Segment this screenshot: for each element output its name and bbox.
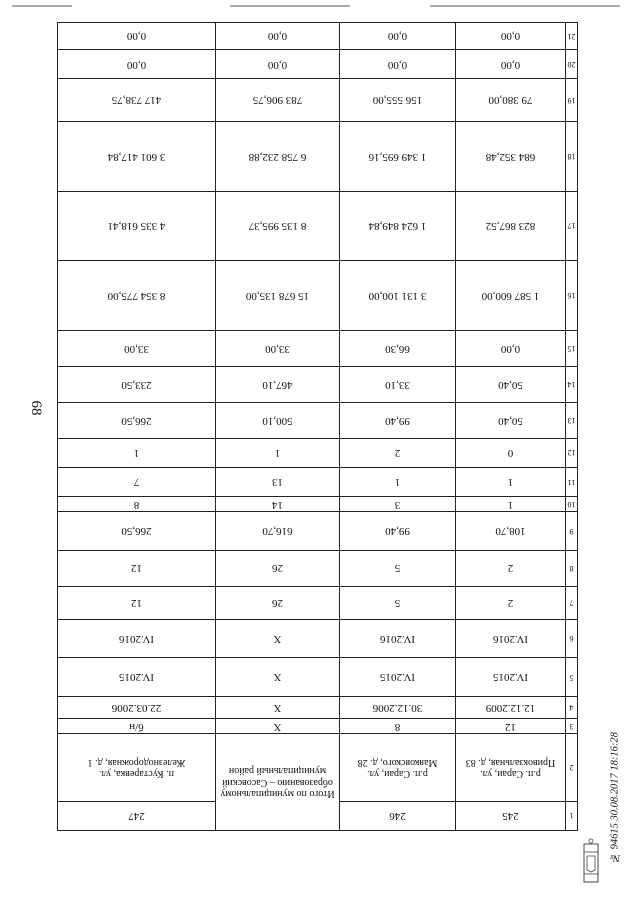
cell-c15 bbox=[340, 330, 456, 366]
cell-text: 1 bbox=[274, 447, 281, 460]
column-number: 4 bbox=[566, 696, 578, 718]
cell-text: 30.12.2006 bbox=[372, 701, 423, 714]
cell-c1 bbox=[456, 801, 566, 830]
column-number: 15 bbox=[566, 330, 578, 366]
table-column-17 bbox=[58, 191, 578, 261]
cell-c1 bbox=[340, 801, 456, 830]
cell-text: 233,50 bbox=[121, 378, 152, 391]
cell-text: 33,00 bbox=[265, 342, 290, 355]
cell-c20 bbox=[456, 50, 566, 79]
cell-text: 246 bbox=[389, 810, 406, 823]
cell-c2 bbox=[58, 734, 216, 801]
cell-text: р.п. Сараи, ул. Маяковского, д. 28 bbox=[357, 756, 438, 780]
cell-c10 bbox=[456, 497, 566, 512]
cell-text: 99,40 bbox=[385, 414, 410, 427]
cell-c16 bbox=[340, 261, 456, 331]
table-column-21 bbox=[58, 23, 578, 50]
cell-c8 bbox=[58, 550, 216, 586]
cell-text: 1 bbox=[133, 447, 140, 460]
cell-c19 bbox=[456, 79, 566, 122]
cell-text: 1 bbox=[507, 498, 514, 511]
column-number: 14 bbox=[566, 366, 578, 402]
cell-text: IV.2015 bbox=[380, 671, 415, 684]
table-column-3 bbox=[58, 719, 578, 734]
cell-c2 bbox=[340, 734, 456, 801]
table-column-19 bbox=[58, 79, 578, 122]
cell-text: р.п. Сараи, ул. Привокзальная, д. 83 bbox=[465, 756, 556, 780]
cell-text: 500,10 bbox=[262, 414, 293, 427]
column-number: 7 bbox=[566, 586, 578, 620]
cell-c14 bbox=[340, 366, 456, 402]
cell-text: 2 bbox=[507, 562, 514, 575]
table-column-1 bbox=[58, 801, 578, 830]
cell-c10 bbox=[58, 497, 216, 512]
column-number: 17 bbox=[566, 191, 578, 261]
cell-c17 bbox=[456, 191, 566, 261]
cell-text: 8 bbox=[394, 720, 401, 733]
cell-text: 0,00 bbox=[267, 30, 288, 43]
cell-c21 bbox=[456, 23, 566, 50]
cell-text: 0,00 bbox=[387, 30, 408, 43]
column-number: 2 bbox=[566, 734, 578, 801]
registration-stamp: № 94615 30.08.2017 18:16:28 bbox=[609, 732, 621, 864]
cell-c5 bbox=[340, 658, 456, 696]
cell-text: 12 bbox=[505, 720, 516, 733]
cell-text: 50,40 bbox=[498, 414, 523, 427]
cell-text: 616,70 bbox=[262, 525, 293, 538]
cell-text: 247 bbox=[128, 810, 145, 823]
cell-c9 bbox=[340, 512, 456, 550]
cell-text: 1 587 600,00 bbox=[481, 289, 540, 302]
cell-text: 66,30 bbox=[385, 342, 410, 355]
cell-text: 5 bbox=[394, 562, 401, 575]
cell-c4 bbox=[340, 696, 456, 718]
cell-c4 bbox=[456, 696, 566, 718]
cell-c11 bbox=[456, 467, 566, 496]
cell-c6 bbox=[58, 620, 216, 658]
cell-c21 bbox=[58, 23, 216, 50]
cell-text: 8 135 995,37 bbox=[248, 220, 307, 233]
cell-text: IV.2015 bbox=[493, 671, 528, 684]
cell-c11 bbox=[58, 467, 216, 496]
cell-text: 22.03.2006 bbox=[111, 701, 162, 714]
cell-text: 8 354 775,00 bbox=[107, 289, 166, 302]
scan-mark bbox=[230, 5, 350, 7]
cell-c14 bbox=[216, 366, 340, 402]
column-number: 10 bbox=[566, 497, 578, 512]
cell-c10 bbox=[340, 497, 456, 512]
cell-c20 bbox=[216, 50, 340, 79]
column-number: 12 bbox=[566, 438, 578, 467]
column-number: 5 bbox=[566, 658, 578, 696]
scan-mark bbox=[12, 5, 72, 7]
cell-text: 1 349 695,16 bbox=[368, 150, 427, 163]
cell-c14 bbox=[456, 366, 566, 402]
cell-c8 bbox=[456, 550, 566, 586]
cell-text: 14 bbox=[272, 498, 283, 511]
cell-c16 bbox=[216, 261, 340, 331]
cell-text: IV.2016 bbox=[119, 633, 154, 646]
cell-c1 bbox=[58, 801, 216, 830]
table-column-8 bbox=[58, 550, 578, 586]
cell-text: 0 bbox=[507, 447, 514, 460]
housing-program-table bbox=[57, 22, 578, 831]
cell-c18 bbox=[456, 122, 566, 192]
table-column-7 bbox=[58, 586, 578, 620]
document-table-wrapper bbox=[58, 22, 578, 831]
cell-text: 0,00 bbox=[387, 58, 408, 71]
table-column-15 bbox=[58, 330, 578, 366]
cell-text: 0,00 bbox=[126, 58, 147, 71]
cell-c7 bbox=[456, 586, 566, 620]
cell-c17 bbox=[216, 191, 340, 261]
cell-text: 50,40 bbox=[498, 378, 523, 391]
cell-c4 bbox=[58, 696, 216, 718]
column-number: 13 bbox=[566, 402, 578, 438]
cell-c9 bbox=[58, 512, 216, 550]
cell-c16 bbox=[456, 261, 566, 331]
cell-c12 bbox=[58, 438, 216, 467]
cell-text: б/н bbox=[129, 720, 144, 733]
cell-text: X bbox=[273, 671, 282, 684]
cell-text: 8 bbox=[133, 498, 140, 511]
cell-text: 266,50 bbox=[121, 414, 152, 427]
cell-text: 12 bbox=[131, 562, 142, 575]
cell-text: 1 bbox=[394, 476, 401, 489]
total-label bbox=[216, 734, 340, 831]
cell-c13 bbox=[340, 402, 456, 438]
cell-c3 bbox=[58, 719, 216, 734]
cell-text: 5 bbox=[394, 597, 401, 610]
table-column-13 bbox=[58, 402, 578, 438]
cell-c6 bbox=[340, 620, 456, 658]
cell-text: 245 bbox=[502, 810, 519, 823]
table-column-18 bbox=[58, 122, 578, 192]
table-column-16 bbox=[58, 261, 578, 331]
cell-c3 bbox=[340, 719, 456, 734]
column-number: 11 bbox=[566, 467, 578, 496]
cell-c2 bbox=[456, 734, 566, 801]
cell-text: п. Кустаревка, ул. Железнодорожная, д. 1 bbox=[87, 756, 186, 780]
cell-text: 26 bbox=[272, 562, 283, 575]
cell-text: 3 131 100,00 bbox=[368, 289, 427, 302]
cell-c15 bbox=[456, 330, 566, 366]
cell-c19 bbox=[58, 79, 216, 122]
cell-c13 bbox=[216, 402, 340, 438]
cell-text: 684 352,48 bbox=[485, 150, 536, 163]
table-column-5 bbox=[58, 658, 578, 696]
cell-text: X bbox=[273, 633, 282, 646]
cell-c16 bbox=[58, 261, 216, 331]
cell-text: 0,00 bbox=[500, 342, 521, 355]
cell-text: 2 bbox=[394, 447, 401, 460]
cell-c18 bbox=[340, 122, 456, 192]
cell-text: 6 758 232,88 bbox=[248, 150, 307, 163]
cell-c20 bbox=[340, 50, 456, 79]
column-number: 16 bbox=[566, 261, 578, 331]
cell-c3 bbox=[456, 719, 566, 734]
cell-c19 bbox=[216, 79, 340, 122]
cell-text: 26 bbox=[272, 597, 283, 610]
cell-text: 2 bbox=[507, 597, 514, 610]
column-number: 6 bbox=[566, 620, 578, 658]
cell-c13 bbox=[58, 402, 216, 438]
cell-text: 417 738,75 bbox=[111, 94, 162, 107]
cell-c18 bbox=[216, 122, 340, 192]
cell-text: 15 678 135,00 bbox=[245, 289, 310, 302]
column-number: 19 bbox=[566, 79, 578, 122]
cell-c14 bbox=[58, 366, 216, 402]
column-number: 8 bbox=[566, 550, 578, 586]
cell-text: 0,00 bbox=[500, 30, 521, 43]
cell-c7 bbox=[340, 586, 456, 620]
cell-c12 bbox=[340, 438, 456, 467]
total-label-text: Итого по муниципальному образованию – Сасовский муниципальный район bbox=[220, 765, 335, 800]
cell-text: 823 867,52 bbox=[485, 220, 536, 233]
table-column-6 bbox=[58, 620, 578, 658]
cell-text: 1 bbox=[507, 476, 514, 489]
cell-c8 bbox=[340, 550, 456, 586]
column-number: 21 bbox=[566, 23, 578, 50]
column-number: 20 bbox=[566, 50, 578, 79]
cell-text: X bbox=[273, 701, 282, 714]
cell-text: 33,10 bbox=[385, 378, 410, 391]
column-number: 9 bbox=[566, 512, 578, 550]
cell-text: 266,50 bbox=[121, 525, 152, 538]
coat-of-arms-icon bbox=[582, 838, 600, 888]
cell-c18 bbox=[58, 122, 216, 192]
cell-text: 33,00 bbox=[124, 342, 149, 355]
cell-c15 bbox=[216, 330, 340, 366]
cell-text: 783 906,75 bbox=[252, 94, 303, 107]
cell-text: 12.12.2009 bbox=[485, 701, 536, 714]
cell-text: IV.2015 bbox=[119, 671, 154, 684]
cell-c7 bbox=[216, 586, 340, 620]
cell-text: 7 bbox=[133, 476, 140, 489]
table-column-4 bbox=[58, 696, 578, 718]
cell-text: 3 bbox=[394, 498, 401, 511]
cell-c11 bbox=[216, 467, 340, 496]
cell-c6 bbox=[456, 620, 566, 658]
cell-text: 467,10 bbox=[262, 378, 293, 391]
cell-text: X bbox=[273, 720, 282, 733]
cell-text: 79 380,00 bbox=[488, 94, 533, 107]
cell-text: 99,40 bbox=[385, 525, 410, 538]
cell-text: 4 335 618,41 bbox=[107, 220, 166, 233]
table-column-12 bbox=[58, 438, 578, 467]
column-number: 3 bbox=[566, 719, 578, 734]
scan-mark bbox=[430, 5, 620, 7]
cell-c3 bbox=[216, 719, 340, 734]
table-column-9 bbox=[58, 512, 578, 550]
cell-text: 0,00 bbox=[267, 58, 288, 71]
cell-text: 3 601 417,84 bbox=[107, 150, 166, 163]
cell-c17 bbox=[58, 191, 216, 261]
cell-c21 bbox=[216, 23, 340, 50]
column-number: 18 bbox=[566, 122, 578, 192]
cell-c5 bbox=[216, 658, 340, 696]
cell-c7 bbox=[58, 586, 216, 620]
cell-c11 bbox=[340, 467, 456, 496]
cell-c8 bbox=[216, 550, 340, 586]
cell-text: IV.2016 bbox=[380, 633, 415, 646]
cell-text: 0,00 bbox=[126, 30, 147, 43]
cell-text: 12 bbox=[131, 597, 142, 610]
table-column-14 bbox=[58, 366, 578, 402]
cell-c9 bbox=[456, 512, 566, 550]
cell-c6 bbox=[216, 620, 340, 658]
cell-c21 bbox=[340, 23, 456, 50]
table-column-11 bbox=[58, 467, 578, 496]
cell-c5 bbox=[456, 658, 566, 696]
cell-text: 156 555,00 bbox=[372, 94, 423, 107]
table-column-10 bbox=[58, 497, 578, 512]
cell-c12 bbox=[216, 438, 340, 467]
cell-c20 bbox=[58, 50, 216, 79]
table-column-20 bbox=[58, 50, 578, 79]
cell-c13 bbox=[456, 402, 566, 438]
cell-text: IV.2016 bbox=[493, 633, 528, 646]
cell-c4 bbox=[216, 696, 340, 718]
cell-text: 0,00 bbox=[500, 58, 521, 71]
cell-c10 bbox=[216, 497, 340, 512]
column-number: 1 bbox=[566, 801, 578, 830]
cell-c12 bbox=[456, 438, 566, 467]
cell-c19 bbox=[340, 79, 456, 122]
page-number: 68 bbox=[28, 400, 44, 416]
cell-c9 bbox=[216, 512, 340, 550]
cell-text: 108,70 bbox=[495, 525, 526, 538]
cell-text: 1 624 849,84 bbox=[368, 220, 427, 233]
cell-c5 bbox=[58, 658, 216, 696]
cell-c17 bbox=[340, 191, 456, 261]
cell-text: 13 bbox=[272, 476, 283, 489]
cell-c15 bbox=[58, 330, 216, 366]
